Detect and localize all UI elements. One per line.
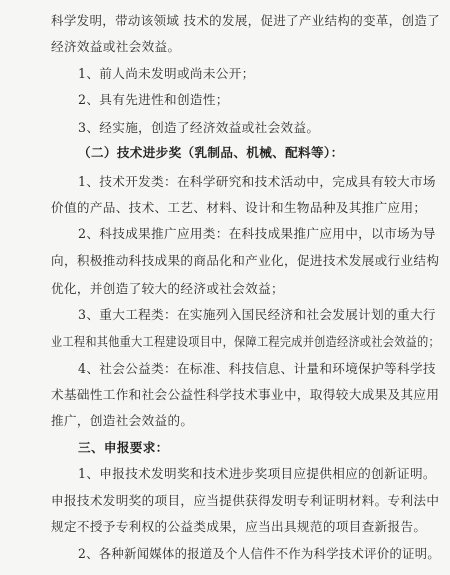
text-line-15: 术基础性工作和社会公益性科学技术事业中，取得较大成果及其应用	[51, 386, 440, 402]
section-heading-application-requirements: 三、申报要求：	[78, 439, 169, 455]
text-line-19: 申报技术发明奖的项目，应当提供获得发明专利证明材料。专利法中	[51, 492, 440, 508]
text-line-18: 1、申报技术发明奖和技术进步奖项目应提供相应的创新证明。	[78, 466, 436, 481]
text-line-20: 规定不授予专利权的公益类成果，应当出具规范的项目查新报告。	[51, 519, 427, 535]
text-line-13: 业工程和其他重大工程建设项目中，保障工程完成并创造经济或社会效益的；	[51, 333, 440, 349]
text-line-10: 向，积极推动科技成果的商品化和产业化，促进技术发展或行业结构	[51, 253, 440, 268]
text-line-12: 3、重大工程类：在实施列入国民经济和社会发展计划的重大行	[78, 307, 436, 323]
text-line-7: 1、技术开发类：在科学研究和技术活动中，完成具有较大市场	[78, 173, 436, 189]
list-item-2: 2、具有先进性和创造性；	[78, 92, 229, 108]
text-line-11: 优化，并创造了较大的经济或社会效益；	[51, 280, 284, 296]
text-line-8: 价值的产品、技术、工艺、材料、设计和生物品种及其推广应用；	[51, 199, 427, 215]
list-item-3: 3、经实施，创造了经济效益或社会效益。	[78, 119, 320, 135]
list-item-1: 1、前人尚未发明或尚未公开；	[78, 66, 255, 82]
text-line-1: 科学发明，带动该领域 技术的发展，促进了产业结构的变革，创造了	[51, 13, 440, 28]
text-line-14: 4、社会公益类：在标准、科技信息、计量和环境保护等科学技	[78, 360, 436, 376]
text-line-2: 经济效益或社会效益。	[51, 38, 181, 54]
text-line-16: 推广，创造社会效益的。	[51, 412, 194, 428]
text-line-9: 2、科技成果推广应用类：在科技成果推广应用中，以市场为导	[78, 226, 436, 242]
section-heading-technology-progress: （二）技术进步奖（乳制品、机械、配料等）：	[78, 145, 344, 161]
text-line-21: 2、各种新闻媒体的报道及个人信件不作为科学技术评价的证明。	[78, 546, 441, 561]
